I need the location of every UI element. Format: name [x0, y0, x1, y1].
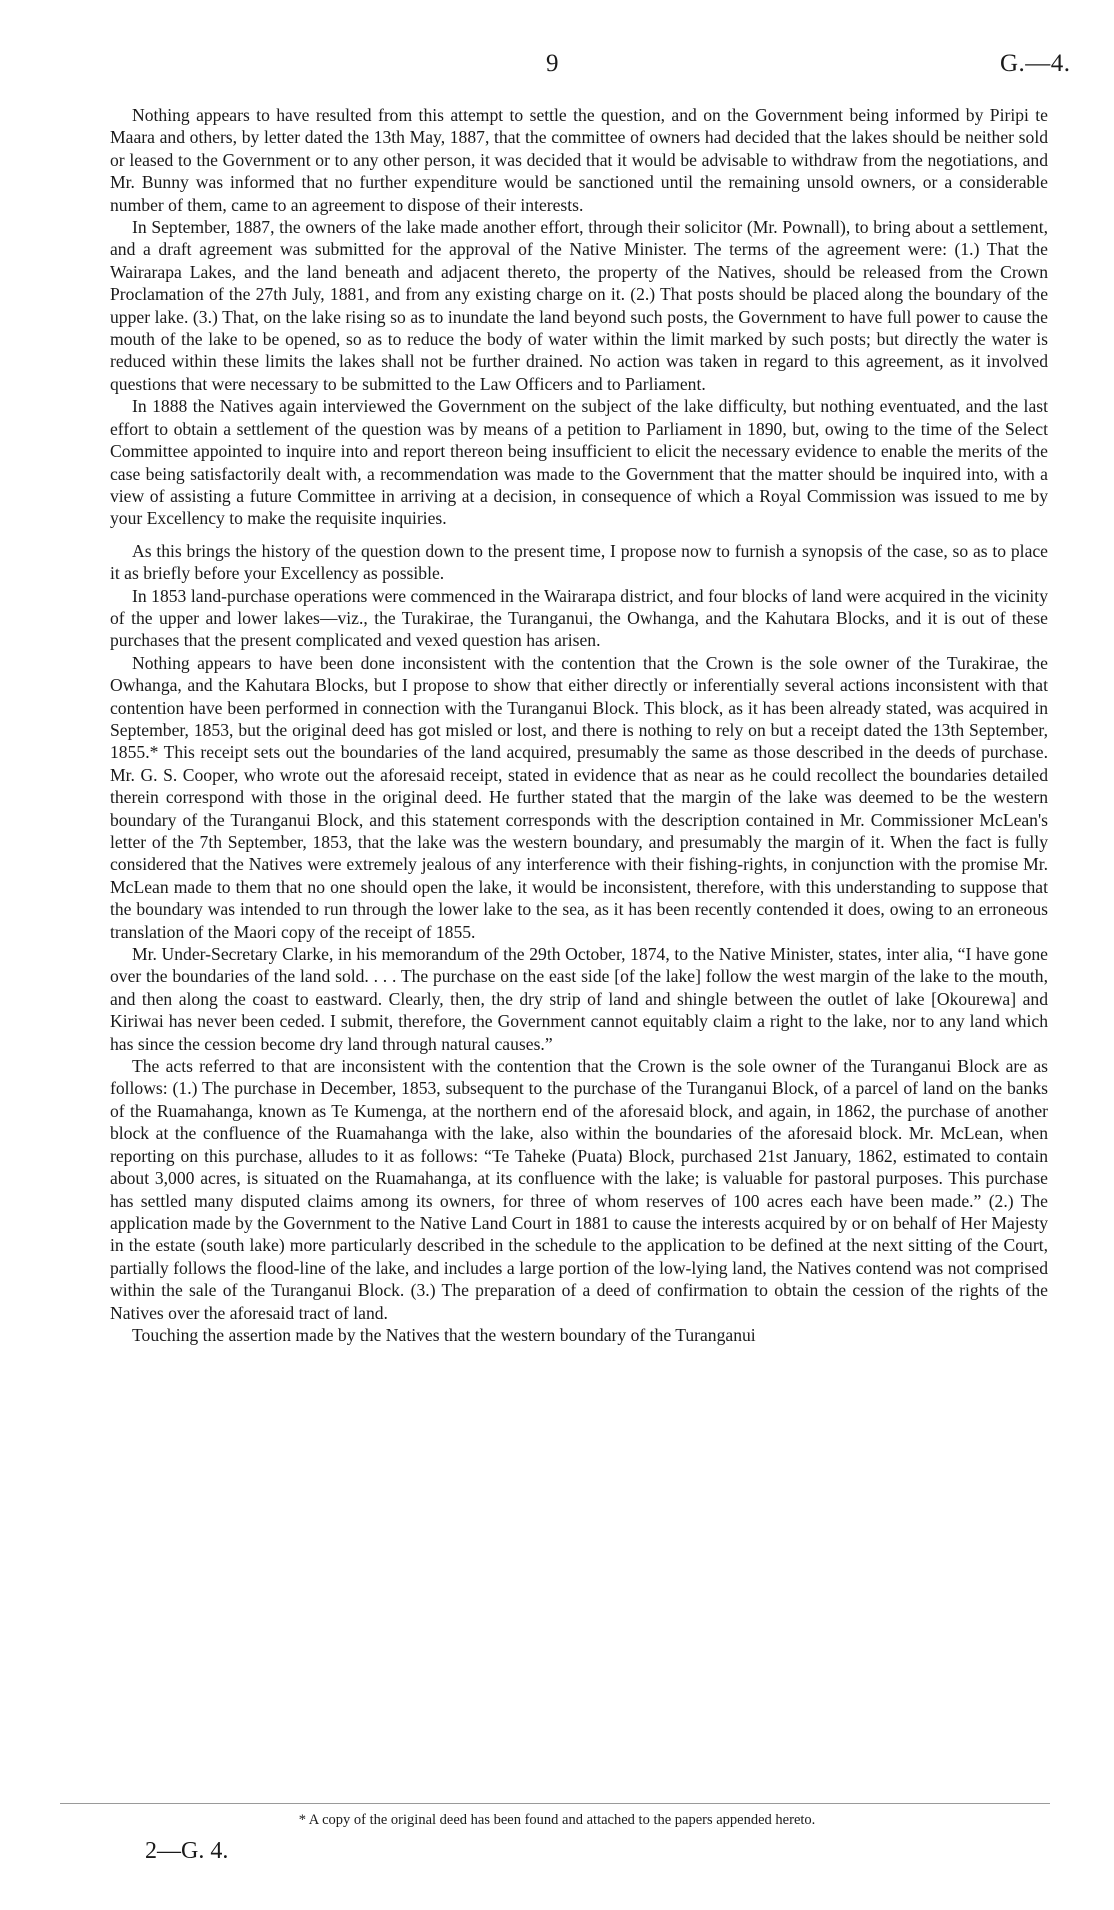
paragraph: In 1853 land-purchase operations were commenced in the Wairarapa district, and four blocks of land were acquired in the vicinity of the upper and lower lakes—viz., the Turakirae, the Turanganui, the Owhanga, and the Kahutara Blocks, and it is out of these purchases that the present complicated and vexed question has arisen. [110, 585, 1048, 651]
paragraph: Mr. Under-Secretary Clarke, in his memorandum of the 29th October, 1874, to the Native Minister, states, inter alia, “I have gone over the boundaries of the land sold. . . . The purchase on the east side [of the lake] follow the west margin of the lake to the mouth, and then along the coast to eastward. Clearly, then, the dry strip of land and shingle between the outlet of lake [Okourewa] and Kiriwai has never been ceded. I submit, therefore, the Government cannot equitably claim a right to the lake, nor to any land which has since the cession become dry land through natural causes.” [110, 944, 1048, 1054]
paragraph: In 1888 the Natives again interviewed the Government on the subject of the lake difficulty, but nothing eventuated, and the last effort to obtain a settlement of the question was by means of a petition to Parliament in 1890, but, owing to the time of the Select Committee appointed to inquire into and report thereon being insufficient to elicit the necessary evidence to enable the merits of the case being satisfactorily dealt with, a recommendation was made to the Government that the matter should be inquired into, with a view of assisting a future Committee in arriving at a decision, in consequence of which a Royal Commission was issued to me by your Excellency to make the requisite inquiries. [110, 396, 1048, 529]
body-text [110, 104, 1048, 1346]
paragraph: Touching the assertion made by the Natives that the western boundary of the Turanganui [132, 1324, 756, 1345]
paragraph: Nothing appears to have been done inconsistent with the contention that the Crown is the sole owner of the Turakirae, the Owhanga, and the Kahutara Blocks, but I propose to show that either directly or inferentially several actions inconsistent with that contention have been performed in connection with the Turanganui Block. This block, as it has been already stated, was acquired in September, 1853, but the original deed has got misled or lost, and there is nothing to rely on but a receipt dated the 13th September, 1855.* This receipt sets out the boundaries of the land acquired, presumably the same as those described in the deeds of purchase. Mr. G. S. Cooper, who wrote out the aforesaid receipt, stated in evidence that as near as he could recollect the boundaries detailed therein correspond with those in the original deed. He further stated that the margin of the lake was deemed to be the western boundary of the Turanganui Block, and this statement corresponds with the description contained in Mr. Commissioner McLean's letter of the 7th September, 1853, that the lake was the western boundary, and presumably the margin of it. When the fact is fully considered that the Natives were extremely jealous of any interference with their fishing-rights, in conjunction with the promise Mr. McLean made to them that no one should open the lake, it would be inconsistent, therefore, with this understanding to suppose that the boundary was intended to run through the lower lake to the sea, as it has been recently contended it does, owing to an erroneous translation of the Maori copy of the receipt of 1855. [110, 652, 1048, 942]
page-number: 9 [546, 50, 559, 77]
footnote: * A copy of the original deed has been found and attached to the papers appended hereto. [298, 1812, 816, 1828]
signature-mark: 2—G. 4. [145, 1838, 229, 1864]
footnote-divider [60, 1803, 1050, 1804]
paragraph: Nothing appears to have resulted from this attempt to settle the question, and on the Government being informed by Piripi te Maara and others, by letter dated the 13th May, 1887, that the committee of owners had decided that the lakes should be neither sold or leased to the Government or to any other person, it was decided that it would be advisable to withdraw from the negotiations, and Mr. Bunny was informed that no further expenditure would be sanctioned until the remaining unsold owners, or a considerable number of them, came to an agreement to dispose of their interests. [110, 105, 1048, 215]
paragraph: The acts referred to that are inconsistent with the contention that the Crown is the sole owner of the Turanganui Block are as follows: (1.) The purchase in December, 1853, subsequent to the purchase of the Turanganui Block, of a parcel of land on the banks of the Ruamahanga, known as Te Kumenga, at the northern end of the aforesaid block, and again, in 1862, the purchase of another block at the confluence of the Ruamahanga with the lake, also within the boundaries of the aforesaid block. Mr. McLean, when reporting on this purchase, alludes to it as follows: “Te Taheke (Puata) Block, purchased 21st January, 1862, estimated to contain about 3,000 acres, is situated on the Ruamahanga, at its confluence with the lake; is valuable for pastoral purposes. This purchase has settled many disputed claims among its owners, for three of whom reserves of 100 acres each have been made.” (2.) The application made by the Government to the Native Land Court in 1881 to cause the interests acquired by or on behalf of Her Majesty in the estate (south lake) more particularly described in the schedule to the application to be defined at the next sitting of the Court, partially follows the flood-line of the lake, and includes a large portion of the low-lying land, the Natives contend was not comprised within the sale of the Turanganui Block. (3.) The preparation of a deed of confirmation to obtain the cession of the rights of the Natives over the aforesaid tract of land. [110, 1056, 1048, 1323]
document-reference: G.—4. [1000, 50, 1071, 77]
paragraph: In September, 1887, the owners of the lake made another effort, through their solicitor (Mr. Pownall), to bring about a settlement, and a draft agreement was submitted for the approval of the Native Minister. The terms of the agreement were: (1.) That the Wairarapa Lakes, and the land beneath and adjacent thereto, the property of the Natives, should be released from the Crown Proclamation of the 27th July, 1881, and from any existing charge on it. (2.) That posts should be placed along the boundary of the upper lake. (3.) That, on the lake rising so as to inundate the land beyond such posts, the Government to have full power to cause the mouth of the lake to be opened, so as to reduce the body of water within the limit marked by such posts; but directly the water is reduced within these limits the lakes shall not be further drained. No action was taken in regard to this agreement, as it involved questions that were necessary to be submitted to the Law Officers and to Parliament. [110, 217, 1048, 394]
paragraph: As this brings the history of the question down to the present time, I propose now to furnish a synopsis of the case, so as to place it as briefly before your Excellency as possible. [110, 540, 1048, 584]
